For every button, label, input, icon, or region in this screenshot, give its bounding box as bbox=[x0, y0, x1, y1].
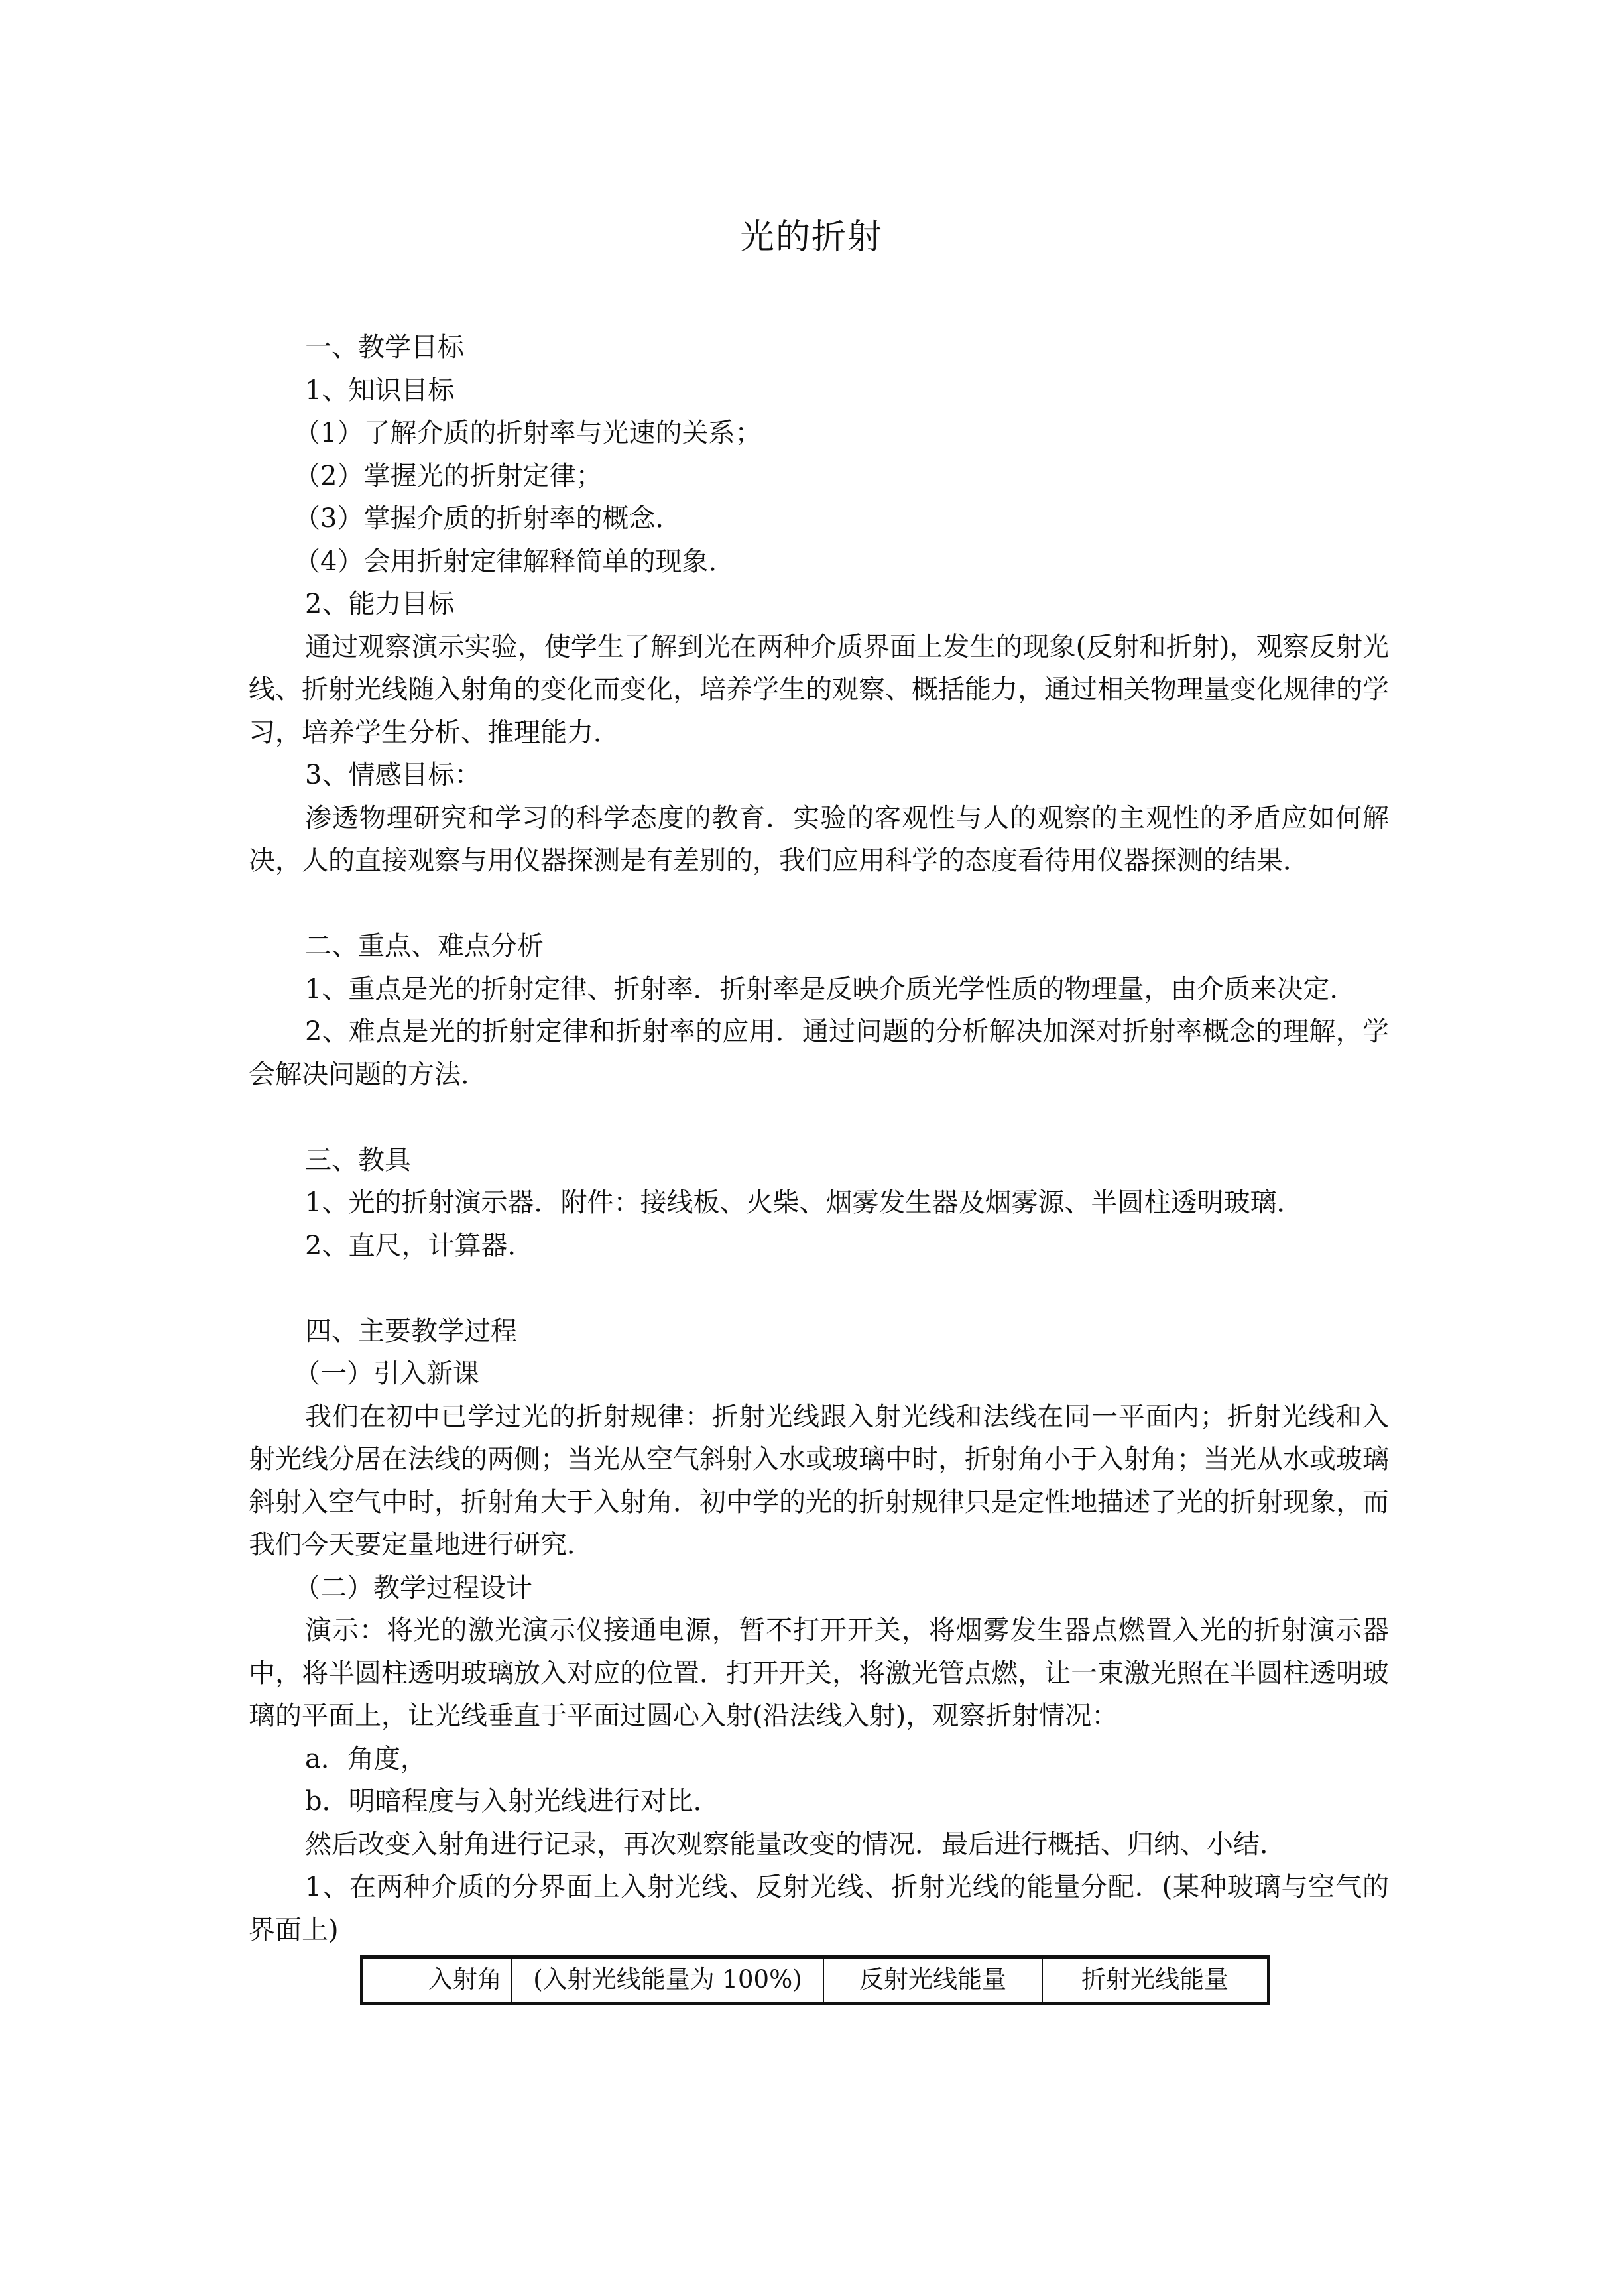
energy-table-wrapper bbox=[249, 1951, 1389, 2004]
subheading-knowledge: 1、知识目标 bbox=[305, 375, 455, 406]
spacer bbox=[249, 1096, 1389, 1139]
section-heading-objectives: 一、教学目标 bbox=[305, 332, 464, 363]
document-body bbox=[249, 326, 1389, 2004]
list-item: （1）了解介质的折射率与光速的关系； bbox=[294, 418, 762, 448]
spacer bbox=[249, 1267, 1389, 1310]
subheading-design: （二）教学过程设计 bbox=[294, 1572, 532, 1603]
table-header-row bbox=[362, 1957, 1269, 2004]
subheading-emotion: 3、情感目标： bbox=[305, 760, 481, 790]
list-item: （4）会用折射定律解释简单的现象． bbox=[294, 546, 735, 577]
paragraph-equipment-1: 1、光的折射演示器．附件：接线板、火柴、烟雾发生器及烟雾源、半圆柱透明玻璃． bbox=[305, 1187, 1303, 1218]
table-header-cell: 折射光线能量 bbox=[1042, 1957, 1269, 2004]
table-header-cell: (入射光线能量为 100%) bbox=[512, 1957, 823, 2004]
section-heading-key-points: 二、重点、难点分析 bbox=[305, 931, 544, 961]
paragraph-energy: 1、在两种介质的分界面上入射光线、反射光线、折射光线的能量分配．(某种玻璃与空气的界面上) bbox=[249, 1872, 1389, 1945]
energy-table bbox=[360, 1955, 1270, 2005]
subheading-intro: （一）引入新课 bbox=[294, 1359, 479, 1389]
section-heading-equipment: 三、教具 bbox=[305, 1144, 411, 1176]
paragraph-demo: 演示：将光的激光演示仪接通电源，暂不打开开关，将烟雾发生器点燃置入光的折射演示器中，将半圆柱透明玻璃放入对应的位置．打开开关，将激光管点燃，让一束激光照在半圆柱透明玻璃的平面上，让光线垂直于平面过圆心入射(沿法线入射)，观察折射情况： bbox=[249, 1615, 1389, 1731]
paragraph-emotion: 渗透物理研究和学习的科学态度的教育．实验的客观性与人的观察的主观性的矛盾应如何解决，人的直接观察与用仪器探测是有差别的，我们应用科学的态度看待用仪器探测的结果． bbox=[249, 802, 1389, 876]
document-title: 光的折射 bbox=[739, 217, 883, 257]
spacer bbox=[249, 882, 1389, 926]
paragraph-summary: 然后改变入射角进行记录，再次观察能量改变的情况．最后进行概括、归纳、小结． bbox=[305, 1829, 1286, 1860]
paragraph-ability: 通过观察演示实验，使学生了解到光在两种介质界面上发生的现象(反射和折射)，观察反射光线、折射光线随入射角的变化而变化，培养学生的观察、概括能力，通过相关物理量变化规律的学习，培养学生分析、推理能力． bbox=[249, 631, 1389, 748]
table-header-cell: 入射角 bbox=[362, 1957, 512, 2004]
paragraph-equipment-2: 2、直尺，计算器． bbox=[305, 1230, 534, 1261]
list-item: b．明暗程度与入射光线进行对比． bbox=[305, 1786, 720, 1817]
list-item: （2）掌握光的折射定律； bbox=[294, 460, 603, 491]
subheading-ability: 2、能力目标 bbox=[305, 589, 455, 619]
paragraph-intro: 我们在初中已学过光的折射规律：折射光线跟入射光线和法线在同一平面内；折射光线和入射光线分居在法线的两侧；当光从空气斜射入水或玻璃中时，折射角小于入射角；当光从水或玻璃斜射入空气中时，折射角大于入射角．初中学的光的折射规律只是定性地描述了光的折射现象，而我们今天要定量地进行研究． bbox=[249, 1401, 1389, 1560]
list-item: （3）掌握介质的折射率的概念． bbox=[294, 503, 682, 534]
section-heading-process: 四、主要教学过程 bbox=[305, 1315, 517, 1347]
paragraph-key-point: 1、重点是光的折射定律、折射率．折射率是反映介质光学性质的物理量，由介质来决定． bbox=[305, 973, 1356, 1004]
paragraph-difficulty: 2、难点是光的折射定律和折射率的应用．通过问题的分析解决加深对折射率概念的理解，学会解决问题的方法． bbox=[249, 1016, 1389, 1090]
table-header-cell: 反射光线能量 bbox=[823, 1957, 1042, 2004]
list-item: a．角度， bbox=[305, 1743, 427, 1774]
